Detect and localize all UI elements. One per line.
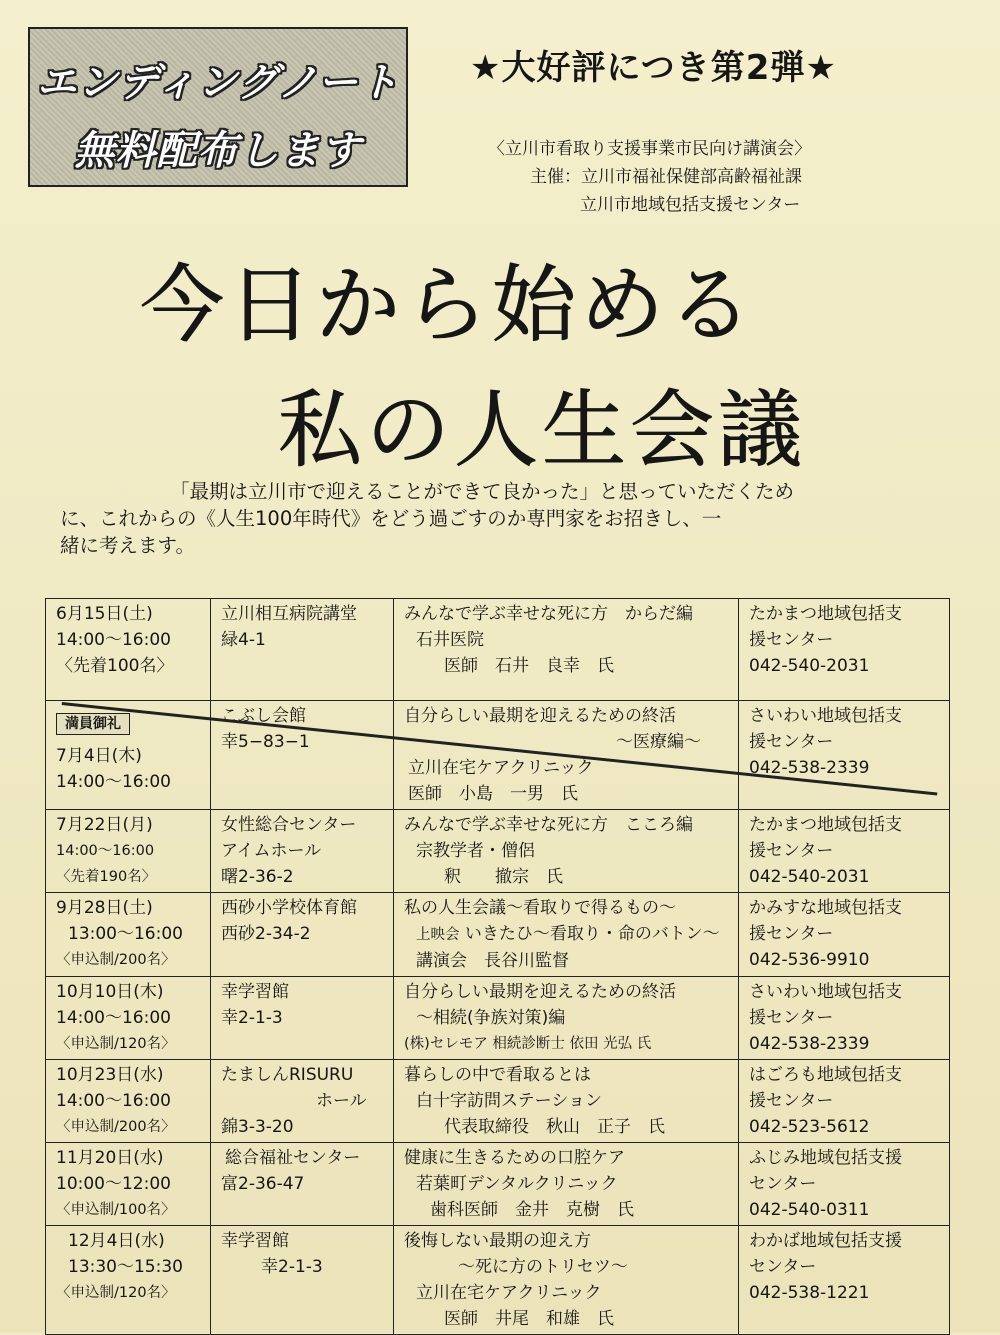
event-capacity: 〈先着100名〉 bbox=[56, 656, 174, 676]
contact-name-2: 援センター bbox=[749, 924, 834, 944]
event-time: 14:00〜16:00 bbox=[56, 843, 155, 859]
venue-name: 幸学習館 bbox=[221, 1231, 289, 1251]
contact-cell bbox=[739, 1143, 950, 1226]
badge-line-2: 無料配布します bbox=[74, 128, 362, 174]
venue-address: 西砂2-34-2 bbox=[221, 924, 311, 944]
contact-phone: 042-540-0311 bbox=[749, 1200, 870, 1220]
contact-phone: 042-540-2031 bbox=[749, 867, 870, 887]
topic-title: 自分らしい最期を迎えるための終活 bbox=[404, 706, 676, 726]
topic-cell bbox=[394, 1226, 739, 1335]
topic-cell bbox=[394, 1143, 739, 1226]
venue-name: 総合福祉センター bbox=[225, 1148, 361, 1168]
table-row bbox=[46, 599, 950, 701]
intro-line-2: に、これからの《人生100年時代》をどう過ごすのか専門家をお招きし、一 bbox=[60, 507, 722, 530]
sponsor-block bbox=[430, 135, 850, 219]
contact-name-1: さいわい地域包括支 bbox=[749, 982, 902, 1002]
contact-name-2: 援センター bbox=[749, 630, 834, 650]
speaker-name: (株)セレモア 相続診断士 依田 光弘 氏 bbox=[404, 1036, 652, 1052]
contact-name-2: 援センター bbox=[749, 1091, 834, 1111]
topic-cell bbox=[394, 977, 739, 1060]
event-time: 14:00〜16:00 bbox=[56, 630, 171, 650]
venue-cell bbox=[211, 810, 394, 893]
event-time: 14:00〜16:00 bbox=[56, 1091, 171, 1111]
table-row bbox=[46, 1226, 950, 1335]
venue-name: 西砂小学校体育館 bbox=[221, 898, 357, 918]
event-schedule-table bbox=[45, 598, 950, 1335]
contact-cell bbox=[739, 1060, 950, 1143]
contact-name-1: かみすな地域包括支 bbox=[749, 898, 902, 918]
event-date: 12月4日(水) bbox=[68, 1231, 165, 1251]
venue-hall: ホール bbox=[316, 1091, 367, 1111]
screening-line bbox=[404, 921, 730, 948]
contact-name-1: さいわい地域包括支 bbox=[749, 706, 902, 726]
contact-cell bbox=[739, 893, 950, 977]
event-time: 13:30〜15:30 bbox=[68, 1257, 183, 1277]
venue-cell bbox=[211, 599, 394, 701]
contact-cell bbox=[739, 599, 950, 701]
intro-paragraph bbox=[60, 478, 940, 559]
contact-name-2: センター bbox=[749, 1174, 817, 1194]
contact-name-2: 援センター bbox=[749, 732, 834, 752]
sponsor-line-2: 立川市地域包括支援センター bbox=[580, 195, 801, 215]
speaker-org: 立川在宅ケアクリニック bbox=[408, 758, 594, 778]
speaker-org: 立川在宅ケアクリニック bbox=[416, 1283, 602, 1303]
event-date: 11月20日(水) bbox=[56, 1148, 164, 1168]
main-title-line-2: 私の人生会議 bbox=[278, 381, 807, 479]
intro-line-1: 「最期は立川市で迎えることができて良かった」と思っていただくため bbox=[170, 480, 795, 503]
date-cell bbox=[46, 810, 211, 893]
topic-title: 自分らしい最期を迎えるための終活 bbox=[404, 982, 676, 1002]
speaker-name: 医師 井尾 和雄 氏 bbox=[444, 1309, 614, 1329]
speaker-name: 釈 撤宗 氏 bbox=[444, 867, 563, 887]
event-time: 13:00〜16:00 bbox=[68, 924, 183, 944]
date-cell bbox=[46, 1060, 211, 1143]
venue-address: 幸2-1-3 bbox=[261, 1257, 323, 1277]
speaker-name: 歯科医師 金井 克樹 氏 bbox=[430, 1200, 634, 1220]
speaker-name: 代表取締役 秋山 正子 氏 bbox=[444, 1117, 665, 1137]
screening-label: 上映会 bbox=[416, 927, 460, 943]
topic-cell bbox=[394, 1060, 739, 1143]
topic-title: 後悔しない最期の迎え方 bbox=[404, 1231, 591, 1251]
table-row bbox=[46, 977, 950, 1060]
contact-name-1: たかまつ地域包括支 bbox=[749, 604, 902, 624]
contact-name-2: 援センター bbox=[749, 841, 834, 861]
contact-phone: 042-540-2031 bbox=[749, 656, 870, 676]
speaker-org: 石井医院 bbox=[416, 630, 484, 650]
speaker-org: 白十字訪問ステーション bbox=[416, 1091, 602, 1111]
venue-name: 立川相互病院講堂 bbox=[221, 604, 357, 624]
date-cell bbox=[46, 599, 211, 701]
topic-subtitle: 〜死に方のトリセツ〜 bbox=[458, 1257, 628, 1277]
contact-phone: 042-538-2339 bbox=[749, 1034, 870, 1054]
venue-cell bbox=[211, 977, 394, 1060]
event-time: 10:00〜12:00 bbox=[56, 1174, 171, 1194]
contact-phone: 042-538-2339 bbox=[749, 758, 870, 778]
table-row bbox=[46, 1060, 950, 1143]
contact-name-1: わかば地域包括支援 bbox=[749, 1231, 902, 1251]
sold-out-badge: 満員御礼 bbox=[56, 713, 130, 735]
event-capacity: 〈申込制/200名〉 bbox=[56, 1119, 176, 1135]
event-date: 7月4日(木) bbox=[56, 746, 142, 766]
contact-phone: 042-523-5612 bbox=[749, 1117, 870, 1137]
event-date: 9月28日(土) bbox=[56, 898, 153, 918]
speaker-name: 医師 小島 一男 氏 bbox=[408, 784, 578, 804]
venue-name: 女性総合センター bbox=[221, 815, 357, 835]
event-time: 14:00〜16:00 bbox=[56, 772, 171, 792]
topic-title: 私の人生会議〜看取りで得るもの〜 bbox=[404, 898, 676, 918]
contact-name-2: センター bbox=[749, 1257, 817, 1277]
contact-name-1: たかまつ地域包括支 bbox=[749, 815, 902, 835]
topic-cell bbox=[394, 599, 739, 701]
event-time: 14:00〜16:00 bbox=[56, 1008, 171, 1028]
main-title-line-1: 今日から始める bbox=[140, 256, 757, 354]
contact-phone: 042-536-9910 bbox=[749, 950, 870, 970]
venue-name: こぶし会館 bbox=[221, 706, 306, 726]
event-date: 7月22日(月) bbox=[56, 815, 153, 835]
date-cell bbox=[46, 977, 211, 1060]
venue-address: 富2-36-47 bbox=[221, 1174, 305, 1194]
table-row bbox=[46, 893, 950, 977]
screening-title: いきたひ〜看取り・命のバトン〜 bbox=[464, 924, 720, 944]
contact-cell bbox=[739, 1226, 950, 1335]
topic-title: みんなで学ぶ幸せな死に方 こころ編 bbox=[404, 815, 693, 835]
topic-subtitle: 〜相続(争族対策)編 bbox=[416, 1008, 566, 1028]
venue-name: 幸学習館 bbox=[221, 982, 289, 1002]
table-row bbox=[46, 1143, 950, 1226]
speaker-name: 医師 石井 良幸 氏 bbox=[444, 656, 614, 676]
speaker-org: 宗教学者・僧侶 bbox=[416, 841, 535, 861]
topic-subtitle: 〜医療編〜 bbox=[616, 732, 701, 752]
venue-name: たましんRISURU bbox=[221, 1065, 354, 1085]
badge-line-1: エンディングノート bbox=[36, 60, 400, 106]
venue-cell bbox=[211, 893, 394, 977]
venue-address: 緑4-1 bbox=[221, 630, 266, 650]
venue-cell bbox=[211, 1060, 394, 1143]
venue-cell bbox=[211, 1143, 394, 1226]
event-capacity: 〈先着190名〉 bbox=[56, 869, 157, 885]
ending-note-badge bbox=[28, 27, 408, 187]
contact-cell bbox=[739, 977, 950, 1060]
speaker-org: 若葉町デンタルクリニック bbox=[416, 1174, 618, 1194]
topic-title: 暮らしの中で看取るとは bbox=[404, 1065, 591, 1085]
contact-phone: 042-538-1221 bbox=[749, 1283, 870, 1303]
speaker-name: 講演会 長谷川監督 bbox=[416, 951, 569, 971]
venue-hall: アイムホール bbox=[221, 841, 322, 861]
venue-address: 曙2-36-2 bbox=[221, 867, 294, 887]
event-capacity: 〈申込制/120名〉 bbox=[56, 1036, 176, 1052]
intro-line-3: 緒に考えます。 bbox=[60, 534, 195, 557]
venue-cell bbox=[211, 1226, 394, 1335]
topic-cell bbox=[394, 893, 739, 977]
contact-name-1: ふじみ地域包括支援 bbox=[749, 1148, 902, 1168]
topic-cell bbox=[394, 810, 739, 893]
sponsor-line-1: 主催：立川市福祉保健部高齢福祉課 bbox=[530, 167, 802, 187]
venue-cell bbox=[211, 701, 394, 810]
venue-address: 幸2-1-3 bbox=[221, 1008, 283, 1028]
popular-banner: ★大好評につき第2弾★ bbox=[470, 48, 837, 88]
table-row bbox=[46, 810, 950, 893]
event-capacity: 〈申込制/100名〉 bbox=[56, 1202, 176, 1218]
event-series-label: 〈立川市看取り支援事業市民向け講演会〉 bbox=[488, 139, 811, 159]
event-date: 6月15日(土) bbox=[56, 604, 153, 624]
contact-cell bbox=[739, 810, 950, 893]
date-cell bbox=[46, 1143, 211, 1226]
contact-name-2: 援センター bbox=[749, 1008, 834, 1028]
event-date: 10月23日(水) bbox=[56, 1065, 164, 1085]
event-capacity: 〈申込制/120名〉 bbox=[56, 1285, 176, 1301]
venue-address: 錦3-3-20 bbox=[221, 1117, 294, 1137]
topic-title: 健康に生きるための口腔ケア bbox=[404, 1148, 625, 1168]
date-cell bbox=[46, 893, 211, 977]
date-cell bbox=[46, 1226, 211, 1335]
venue-address: 幸5−83−1 bbox=[221, 732, 310, 752]
contact-name-1: はごろも地域包括支 bbox=[749, 1065, 902, 1085]
topic-title: みんなで学ぶ幸せな死に方 からだ編 bbox=[404, 604, 693, 624]
event-capacity: 〈申込制/200名〉 bbox=[56, 952, 176, 968]
event-date: 10月10日(木) bbox=[56, 982, 164, 1002]
